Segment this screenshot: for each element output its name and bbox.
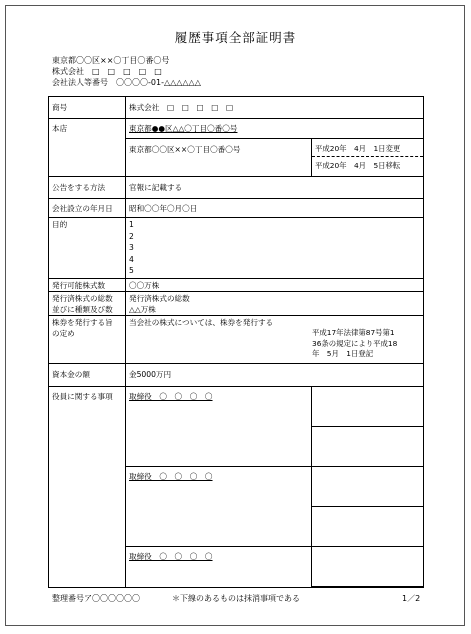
cert-note-line3: 年 5月 1日登記	[312, 349, 374, 358]
purpose-item: 4	[129, 254, 134, 264]
label-officers: 役員に関する事項	[49, 387, 126, 588]
cert-note-line2: 36条の規定により平成18	[312, 338, 398, 348]
row-head-office-old	[49, 119, 424, 139]
footer-ref-number: 整理番号ア〇〇〇〇〇〇	[52, 594, 140, 603]
cert-note-line1: 平成17年法律第87号第1	[312, 328, 395, 337]
officer-note-3b	[312, 587, 424, 588]
officer-entry-3	[126, 547, 312, 588]
registry-table	[48, 96, 424, 588]
value-purpose-list	[126, 218, 424, 279]
label-issued-shares	[49, 292, 126, 316]
label-certificates	[49, 316, 126, 364]
move-note: 平成20年 4月 5日移転	[315, 161, 401, 170]
value-established: 昭和〇〇年〇月〇日	[126, 199, 424, 218]
row-notice-method	[49, 177, 424, 199]
officer-note-1b	[312, 427, 424, 467]
change-note: 平成20年 4月 1日変更	[312, 139, 423, 157]
row-capital	[49, 364, 424, 387]
value-capital: 金5000万円	[126, 364, 424, 387]
value-authorized-shares: 〇〇万株	[126, 279, 424, 292]
row-trade-name	[49, 97, 424, 119]
row-purpose	[49, 218, 424, 279]
row-issued-shares	[49, 292, 424, 316]
label-capital: 資本金の額	[49, 364, 126, 387]
officer-entry-1	[126, 387, 312, 467]
officer-entry-2	[126, 467, 312, 547]
label-issued-line2: 並びに種類及び数	[52, 305, 113, 314]
value-certificates	[126, 316, 424, 364]
header-address: 東京都〇〇区××〇丁目〇番〇号	[52, 56, 170, 65]
document-title: 履歴事項全部証明書	[174, 30, 297, 45]
old-address: 東京都●●区△△〇丁目〇番〇号	[129, 124, 238, 133]
officer-note-3a	[312, 547, 424, 587]
value-issued-shares	[126, 292, 424, 316]
officer-note-2b	[312, 507, 424, 547]
footer-page-number: 1／2	[402, 594, 421, 603]
director-2: 取締役 〇 〇 〇 〇	[129, 472, 213, 481]
purpose-item: 1	[129, 220, 134, 229]
label-notice-method: 公告をする方法	[49, 177, 126, 199]
header-company: 株式会社 □ □ □ □ □	[52, 67, 162, 76]
row-certificates	[49, 316, 424, 364]
row-authorized-shares	[49, 279, 424, 292]
label-established: 会社設立の年月日	[49, 199, 126, 218]
director-3: 取締役 〇 〇 〇 〇	[129, 552, 213, 561]
director-1: 取締役 〇 〇 〇 〇	[129, 392, 213, 401]
row-established	[49, 199, 424, 218]
value-head-office-old	[126, 119, 424, 139]
header-corp-number: 会社法人等番号 〇〇〇〇-01-△△△△△△	[52, 78, 201, 87]
value-trade-name: 株式会社 □ □ □ □ □	[126, 97, 424, 119]
cert-note	[129, 328, 420, 360]
cert-statement: 当会社の株式については、株券を発行する	[129, 318, 274, 327]
footer-note: ＊下線のあるものは抹消事項である	[172, 594, 300, 603]
value-head-office-new: 東京都〇〇区××〇丁目〇番〇号	[126, 139, 312, 177]
officer-note-2a	[312, 467, 424, 507]
value-notice-method: 官報に記載する	[126, 177, 424, 199]
label-head-office: 本店	[49, 119, 126, 177]
value-issued-line1: 発行済株式の総数	[129, 294, 190, 303]
head-office-notes	[312, 139, 424, 177]
purpose-item: 2	[129, 231, 134, 241]
officer-note-1a	[312, 387, 424, 427]
label-issued-line1: 発行済株式の総数	[52, 294, 113, 303]
label-purpose: 目的	[49, 218, 126, 279]
purpose-item: 3	[129, 243, 134, 253]
label-cert-line2: の定め	[52, 329, 75, 338]
purpose-item: 5	[129, 266, 134, 276]
value-issued-line2: △△万株	[129, 305, 156, 314]
row-officer-1a	[49, 387, 424, 427]
label-authorized-shares: 発行可能株式数	[49, 279, 126, 292]
label-cert-line1: 株券を発行する旨	[52, 318, 113, 327]
label-trade-name: 商号	[49, 97, 126, 119]
